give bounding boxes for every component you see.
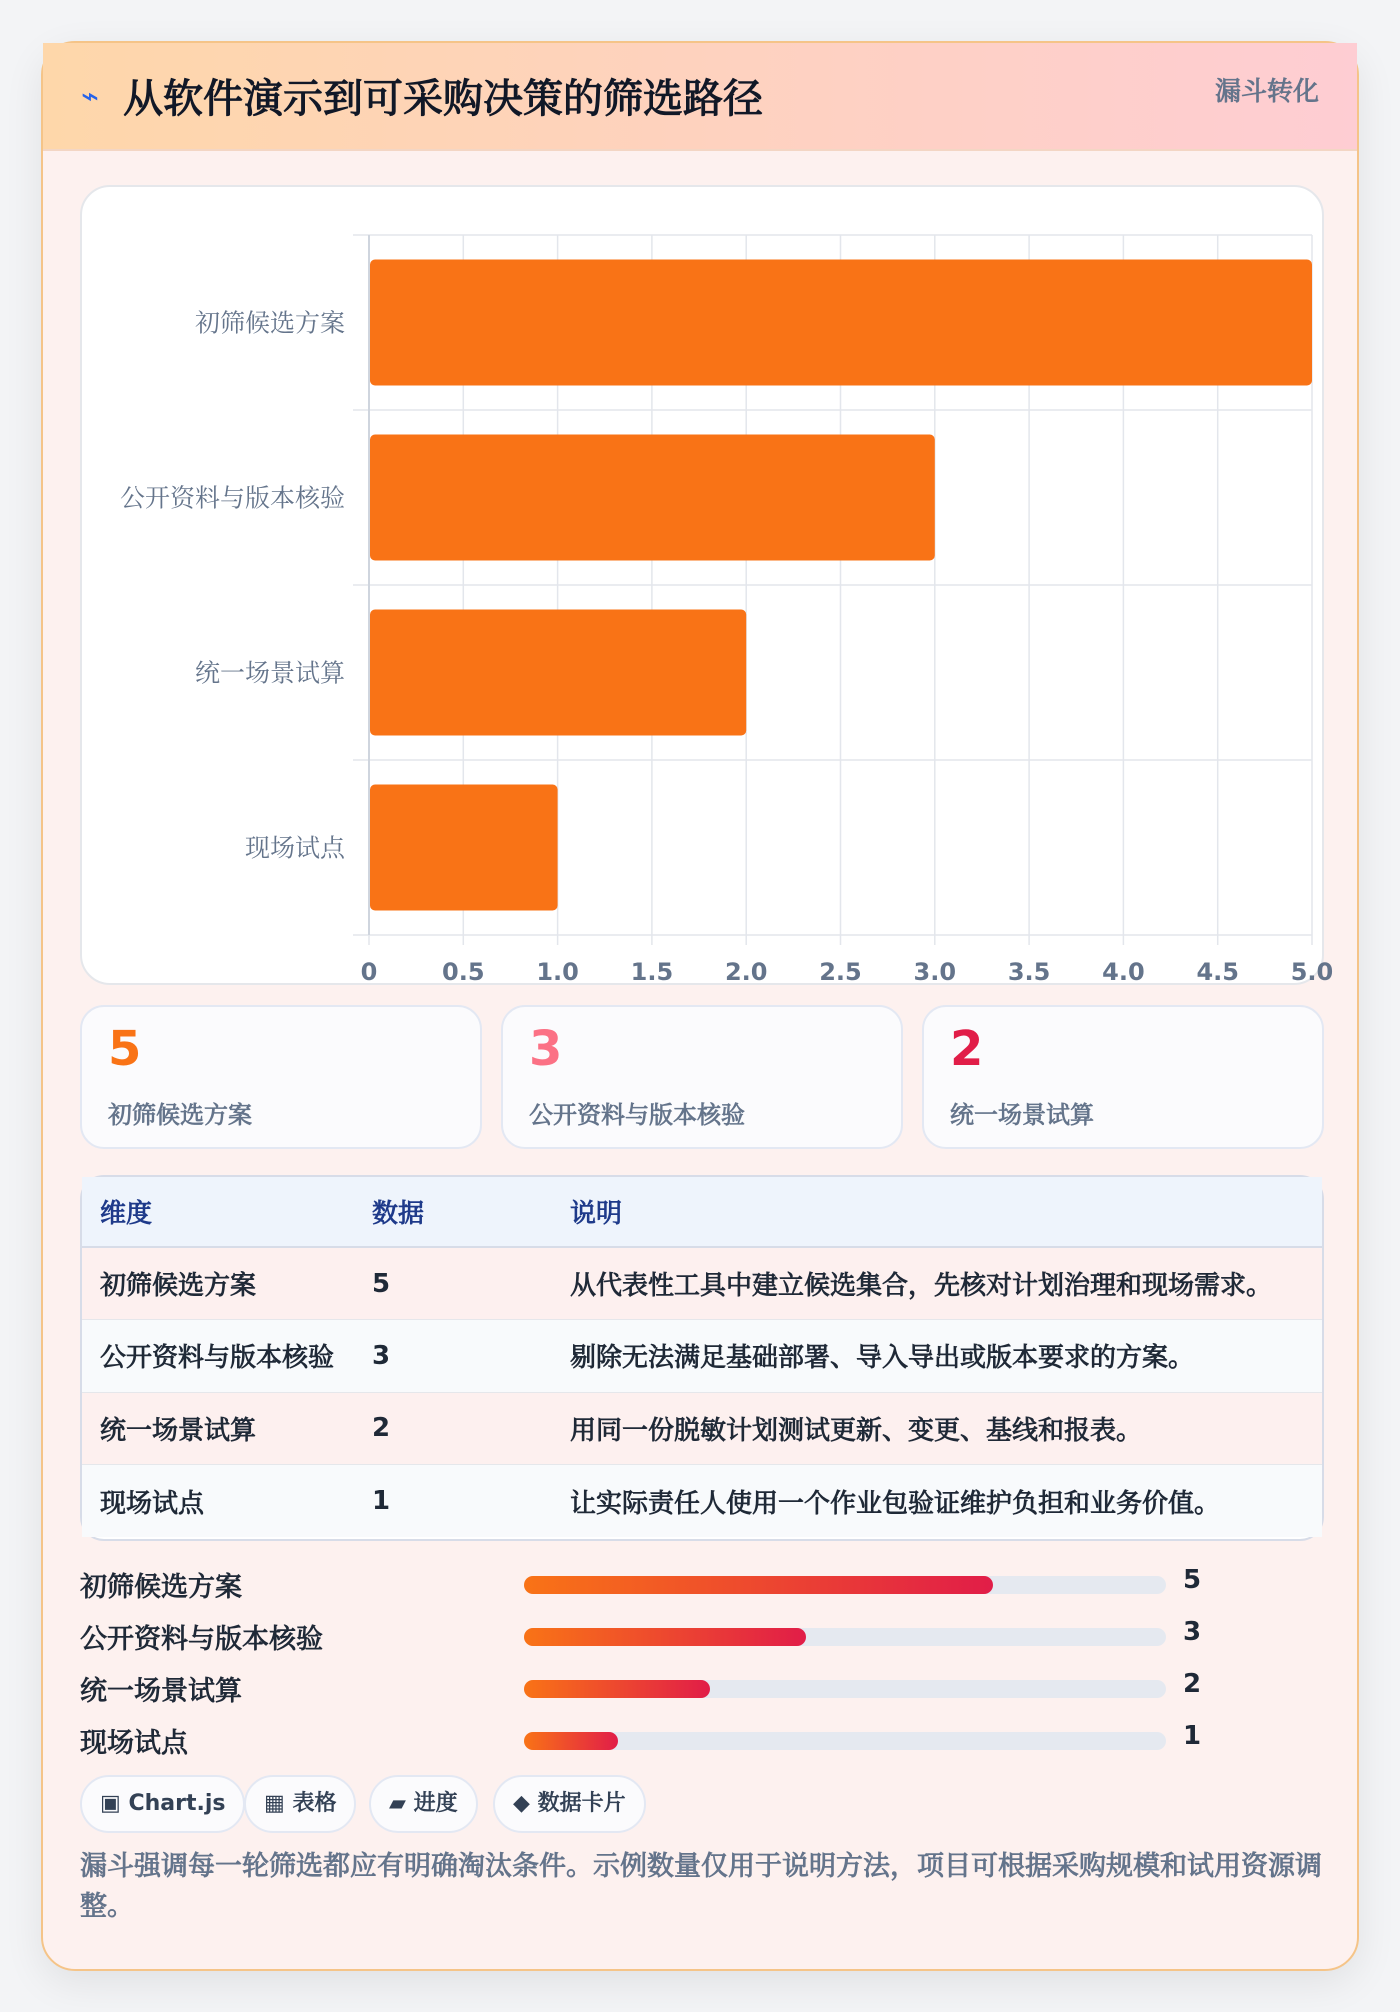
table-row [82, 1392, 1322, 1465]
table-header: 维度 [82, 1177, 354, 1247]
stat-value: 5 [108, 1021, 142, 1077]
page-title: 从软件演示到可采购决策的筛选路径 [123, 76, 763, 122]
table-cell: 从代表性工具中建立候选集合，先核对计划治理和现场需求。 [552, 1247, 1322, 1320]
stat-value: 3 [529, 1021, 563, 1077]
chip-label: 进度 [413, 1791, 458, 1816]
bar [370, 435, 935, 561]
table-row [82, 1465, 1322, 1538]
chart-svg [82, 187, 1334, 987]
x-tick-label: 2.5 [819, 958, 862, 986]
progress-row [80, 1563, 1324, 1603]
progress-fill [524, 1732, 618, 1750]
card-header [43, 43, 1357, 151]
table-header-row [82, 1177, 1322, 1247]
table-row [82, 1320, 1322, 1393]
progress-label: 现场试点 [80, 1728, 188, 1759]
progress-track [524, 1576, 1166, 1594]
progress-track [524, 1732, 1166, 1750]
stat-label: 统一场景试算 [950, 1101, 1094, 1129]
stat-card-2 [501, 1005, 903, 1149]
table-cell: 2 [354, 1392, 552, 1465]
progress-track [524, 1628, 1166, 1646]
footnote: 漏斗强调每一轮筛选都应有明确淘汰条件。示例数量仅用于说明方法，项目可根据采购规模和试用资源调整。 [80, 1851, 1322, 1922]
feature-chips [80, 1775, 1324, 1833]
stat-label: 初筛候选方案 [108, 1101, 252, 1129]
table-header: 说明 [552, 1177, 1322, 1247]
y-tick-label: 统一场景试算 [194, 658, 345, 688]
table-header: 数据 [354, 1177, 552, 1247]
progress-track [524, 1680, 1166, 1698]
progress-value: 3 [1183, 1617, 1202, 1647]
table-cell: 公开资料与版本核验 [82, 1320, 354, 1393]
funnel-bar-chart [80, 185, 1334, 986]
table-icon: ▦ [264, 1791, 285, 1816]
progress-fill [524, 1576, 993, 1594]
table-cell: 剔除无法满足基础部署、导入导出或版本要求的方案。 [552, 1320, 1322, 1393]
progress-value: 1 [1183, 1721, 1202, 1751]
table-cell: 1 [354, 1465, 552, 1538]
stat-label: 公开资料与版本核验 [529, 1101, 745, 1129]
progress-label: 公开资料与版本核验 [80, 1624, 323, 1655]
chip-label: 表格 [292, 1791, 337, 1816]
dashboard-card [41, 41, 1359, 1971]
y-tick-label: 现场试点 [244, 833, 345, 863]
progress-row [80, 1615, 1324, 1655]
table-cell: 让实际责任人使用一个作业包验证维护负担和业务价值。 [552, 1465, 1322, 1538]
stat-card-3 [922, 1005, 1324, 1149]
y-tick-label: 公开资料与版本核验 [119, 483, 345, 513]
progress-label: 统一场景试算 [80, 1676, 242, 1707]
x-tick-label: 5.0 [1290, 958, 1334, 986]
progress-row [80, 1719, 1324, 1759]
diamond-icon: ◆ [513, 1791, 530, 1816]
table-cell: 现场试点 [82, 1465, 354, 1538]
x-tick-label: 0.5 [442, 958, 485, 986]
x-tick-label: 4.0 [1102, 958, 1145, 986]
table-cell: 用同一份脱敏计划测试更新、变更、基线和报表。 [552, 1392, 1322, 1465]
chip-chartjs[interactable] [80, 1775, 245, 1833]
x-tick-label: 1.5 [630, 958, 674, 986]
chip-label: 数据卡片 [537, 1791, 626, 1816]
progress-label: 初筛候选方案 [80, 1572, 242, 1603]
table-cell: 初筛候选方案 [82, 1247, 354, 1320]
x-tick-label: 0 [360, 958, 378, 986]
x-tick-label: 3.5 [1007, 958, 1051, 986]
progress-icon: ▰ [389, 1791, 406, 1816]
progress-value: 2 [1183, 1669, 1202, 1699]
bar [370, 785, 558, 911]
table-cell: 5 [354, 1247, 552, 1320]
bar [370, 260, 1312, 386]
x-tick-label: 2.0 [724, 958, 768, 986]
progress-list [80, 1563, 1324, 1783]
table-cell: 3 [354, 1320, 552, 1393]
chip-data-cards[interactable] [493, 1775, 646, 1833]
stat-cards [80, 1005, 1324, 1149]
x-tick-label: 4.5 [1196, 958, 1239, 986]
stat-card-1 [80, 1005, 482, 1149]
x-tick-label: 3.0 [913, 958, 957, 986]
y-tick-label: 初筛候选方案 [194, 308, 345, 338]
bar [370, 610, 746, 736]
data-table [80, 1175, 1324, 1541]
chip-label: Chart.js [128, 1791, 226, 1816]
chip-table[interactable] [244, 1775, 356, 1833]
chart-icon: ▣ [100, 1791, 121, 1816]
chip-progress[interactable] [369, 1775, 478, 1833]
x-tick-label: 1.0 [536, 958, 579, 986]
progress-value: 5 [1183, 1565, 1202, 1595]
lightning-icon: ⌁ [81, 79, 100, 114]
table-row [82, 1247, 1322, 1320]
table-cell: 统一场景试算 [82, 1392, 354, 1465]
stat-value: 2 [950, 1021, 984, 1077]
progress-fill [524, 1628, 806, 1646]
header-tag: 漏斗转化 [1214, 77, 1319, 107]
progress-fill [524, 1680, 710, 1698]
progress-row [80, 1667, 1324, 1707]
